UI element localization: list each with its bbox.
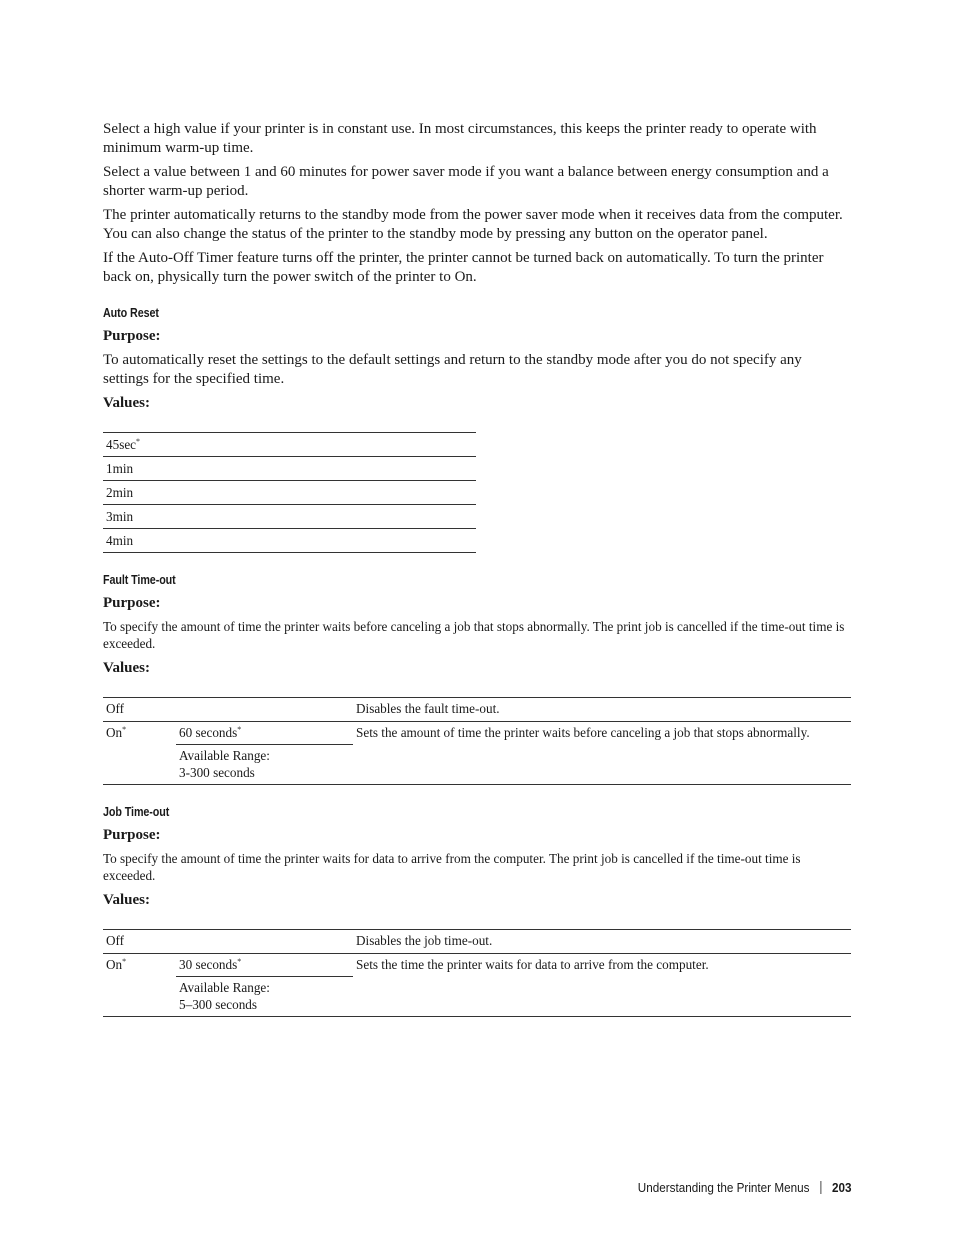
default-marker: * (122, 956, 127, 966)
fault-timeout-values-table (103, 697, 851, 785)
fault-timeout-values-label: Values: (103, 660, 150, 676)
job-range-value: 5–300 seconds (179, 996, 258, 1012)
auto-reset-value-5: 4min (103, 529, 476, 553)
table-row (103, 505, 476, 529)
job-timeout-heading: Job Time-out (103, 805, 170, 819)
fault-on-value: 60 seconds (179, 724, 238, 740)
job-timeout-values-label: Values: (103, 892, 150, 908)
fault-timeout-purpose-label: Purpose: (103, 595, 161, 611)
intro-paragraph-3: The printer automatically returns to the standby mode from the power saver mode when it receives data from the computer. You can also change the status of the printer to the standby mode by pressing any button on the operator panel. (103, 207, 843, 242)
intro-paragraph-2: Select a value between 1 and 60 minutes for power saver mode if you want a balance between energy consumption and a shorter warm-up period. (103, 164, 829, 199)
table-row (103, 953, 851, 977)
auto-reset-value-2: 1min (103, 457, 476, 481)
footer-section-title: Understanding the Printer Menus (637, 1180, 809, 1195)
job-on-description: Sets the time the printer waits for data to arrive from the computer. (356, 956, 709, 972)
job-timeout-values-table (103, 929, 851, 1017)
auto-reset-value-4: 3min (103, 505, 476, 529)
table-row (103, 721, 851, 745)
table-row (103, 930, 851, 954)
job-on-value: 30 seconds (179, 956, 238, 972)
default-marker: * (122, 724, 127, 734)
auto-reset-purpose-text: To automatically reset the settings to the default settings and return to the standby mode after you do not specify any settings for the specified time. (103, 352, 802, 387)
auto-reset-purpose-label: Purpose: (103, 328, 161, 344)
job-off-label: Off (103, 930, 353, 954)
fault-range-label: Available Range: (179, 748, 270, 763)
job-timeout-purpose-label: Purpose: (103, 827, 161, 843)
job-off-description: Disables the job time-out. (353, 930, 851, 954)
fault-range-value: 3-300 seconds (179, 764, 255, 780)
fault-timeout-purpose-text: To specify the amount of time the printer waits before canceling a job that stops abnormally. The print job is cancelled if the time-out time is exceeded. (103, 619, 845, 651)
fault-off-label: Off (103, 698, 353, 722)
auto-reset-values-table (103, 432, 476, 553)
fault-on-description: Sets the amount of time the printer waits before canceling a job that stops abnormally. (356, 724, 810, 740)
table-row (103, 457, 476, 481)
default-marker: * (237, 956, 242, 966)
default-marker: * (237, 724, 242, 734)
table-row (103, 481, 476, 505)
fault-off-description: Disables the fault time-out. (353, 698, 851, 722)
job-range-label: Available Range: (179, 980, 270, 995)
table-row (103, 698, 851, 722)
job-on-label: On (106, 956, 123, 972)
default-marker: * (136, 436, 141, 446)
fault-on-label: On (106, 724, 123, 740)
auto-reset-values-label: Values: (103, 395, 150, 411)
auto-reset-heading: Auto Reset (103, 306, 159, 320)
auto-reset-value-3: 2min (103, 481, 476, 505)
auto-reset-value-1: 45sec (106, 436, 137, 452)
footer-divider (820, 1181, 821, 1194)
page-footer (637, 1180, 851, 1195)
table-row (103, 529, 476, 553)
intro-paragraph-1: Select a high value if your printer is in constant use. In most circumstances, this keeps the printer ready to operate with minimum warm-up time. (103, 121, 817, 156)
page-content (103, 120, 851, 1017)
intro-paragraph-4: If the Auto-Off Timer feature turns off the printer, the printer cannot be turned back on automatically. To turn the printer back on, physically turn the power switch of the printer to On. (103, 250, 824, 285)
fault-timeout-heading: Fault Time-out (103, 573, 176, 587)
page-number: 203 (831, 1180, 851, 1195)
job-timeout-purpose-text: To specify the amount of time the printer waits for data to arrive from the computer. The print job is cancelled if the time-out time is exceeded. (103, 851, 801, 883)
table-row (103, 433, 476, 457)
